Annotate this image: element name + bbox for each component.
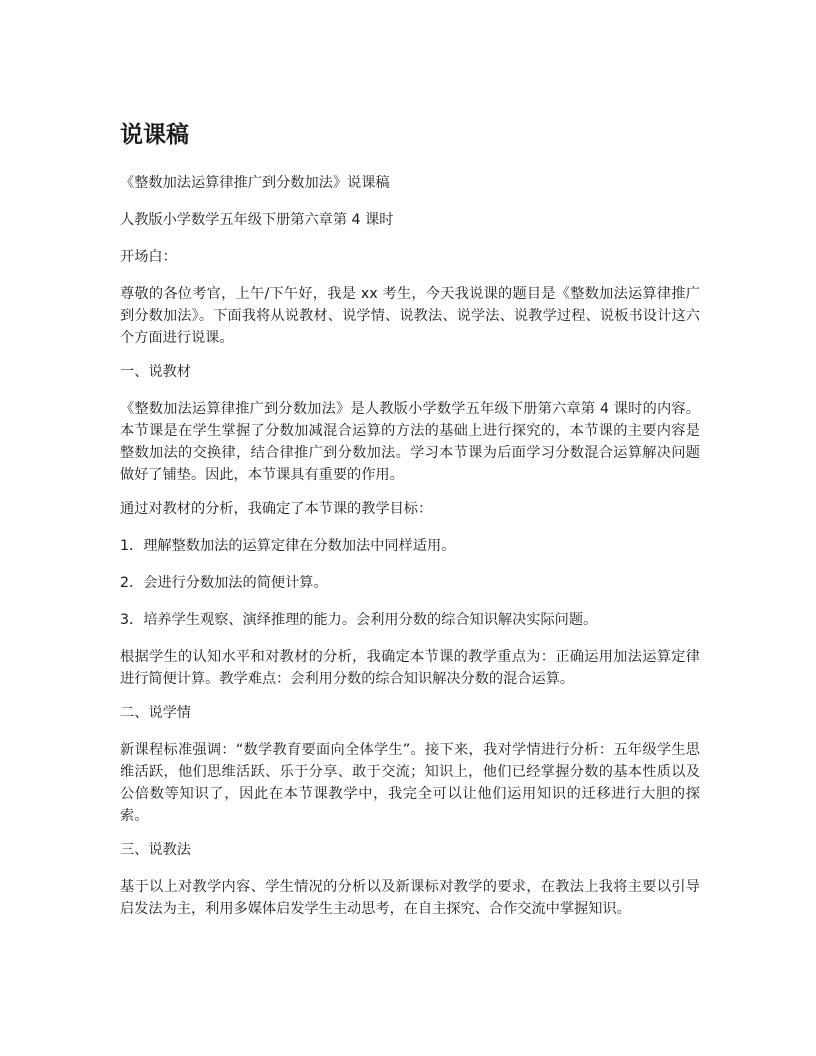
page-title: 说课稿 <box>120 122 189 148</box>
teaching-method-paragraph: 基于以上对教学内容、学生情况的分析以及新课标对教学的要求，在教法上我将主要以引导启发法为主，利用多媒体启发学生主动思考，在自主探究、合作交流中掌握知识。 <box>120 879 700 917</box>
lesson-source: 人教版小学数学五年级下册第六章第 4 课时 <box>120 212 394 228</box>
key-points-paragraph: 根据学生的认知水平和对教材的分析，我确定本节课的教学重点为：正确运用加法运算定律进行简便计算。教学难点：会利用分数的综合知识解决分数的混合运算。 <box>120 649 700 687</box>
opening-heading: 开场白： <box>120 249 177 265</box>
objective-item: 1．理解整数加法的运算定律在分数加法中同样适用。 <box>120 538 456 554</box>
document-body <box>120 118 700 932</box>
students-paragraph: 新课程标准强调：“数学教育要面向全体学生”。接下来，我对学情进行分析：五年级学生思维活跃，他们思维活跃、乐于分享、敢于交流；知识上，他们已经掌握分数的基本性质以及公倍数等知识了，因此在本节课教学中，我完全可以让他们运用知识的迁移进行大胆的探索。 <box>120 742 700 824</box>
objectives-intro: 通过对教材的分析，我确定了本节课的教学目标： <box>120 501 433 517</box>
section-heading-teaching-method: 三、说教法 <box>120 842 191 858</box>
section-heading-students: 二、说学情 <box>120 705 191 721</box>
objective-item: 2．会进行分数加法的简便计算。 <box>120 575 328 591</box>
opening-paragraph: 尊敬的各位考官，上午/下午好，我是 xx 考生，今天我说课的题目是《整数加法运算律推广到分数加法》。下面我将从说教材、说学情、说教法、说学法、说教学过程、说板书设计这六个方面进行说课。 <box>120 286 700 346</box>
textbook-paragraph: 《整数加法运算律推广到分数加法》是人教版小学数学五年级下册第六章第 4 课时的内容。本节课是在学生掌握了分数加减混合运算的方法的基础上进行探究的，本节课的主要内容是整数加法的交换律，结合律推广到分数加法。学习本节课为后面学习分数混合运算解决问题做好了铺垫。因此，本节课具有重要的作用。 <box>120 401 700 483</box>
objective-item: 3．培养学生观察、演绎推理的能力。会利用分数的综合知识解决实际问题。 <box>120 612 598 628</box>
section-heading-textbook: 一、说教材 <box>120 364 191 380</box>
lesson-title: 《整数加法运算律推广到分数加法》说课稿 <box>120 175 390 191</box>
